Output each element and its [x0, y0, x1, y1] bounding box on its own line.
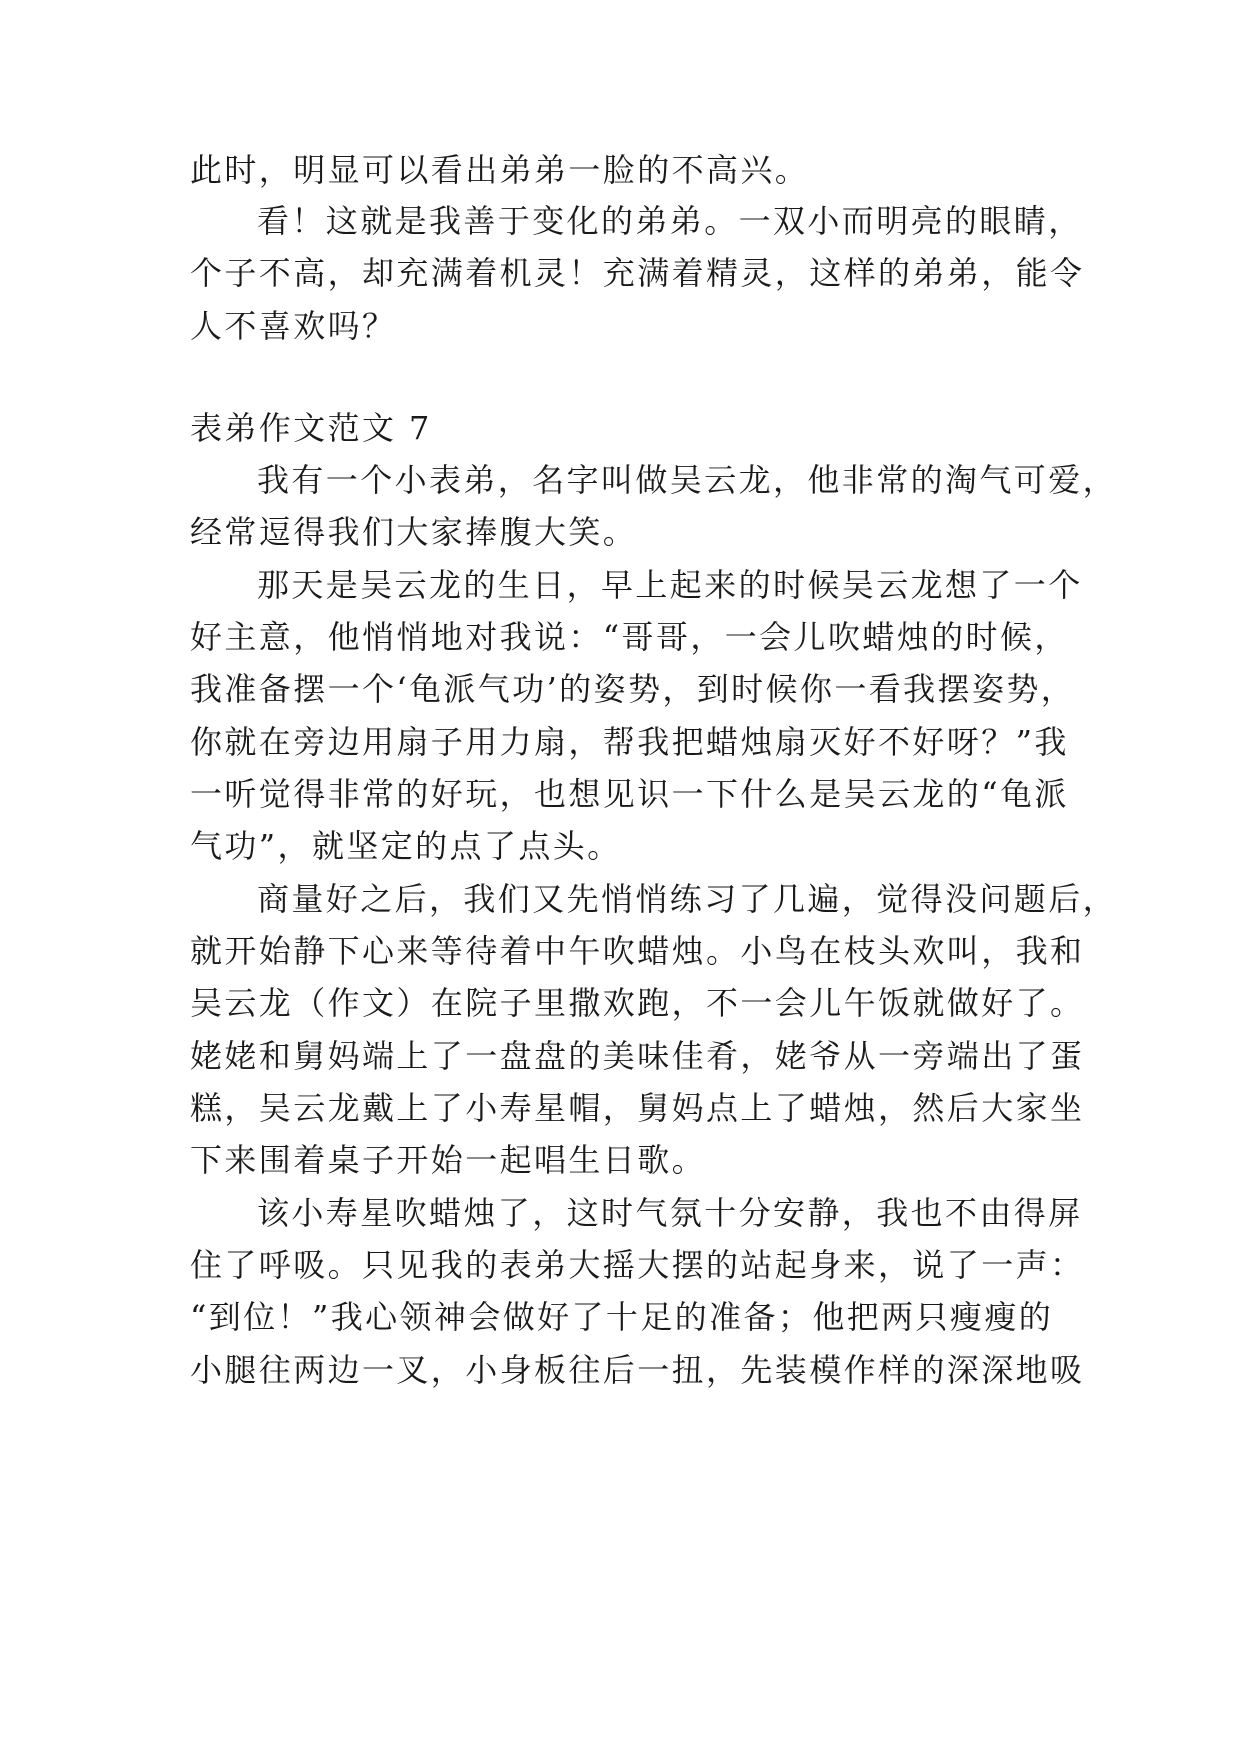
- paragraph-first-line: 我有一个小表弟，名字叫做吴云龙，他非常的淘气可爱，: [257, 461, 1118, 499]
- text-line: 经常逗得我们大家捧腹大笑。: [190, 513, 638, 551]
- text-line: 此时，明显可以看出弟弟一脸的不高兴。: [190, 151, 810, 189]
- text-line: 个子不高，却充满着机灵！充满着精灵，这样的弟弟，能令: [190, 254, 1085, 292]
- text-line: 糕，吴云龙戴上了小寿星帽，舅妈点上了蜡烛，然后大家坐: [190, 1089, 1085, 1127]
- paragraph-first-line: 看！这就是我善于变化的弟弟。一双小而明亮的眼睛，: [257, 202, 1083, 240]
- paragraph-first-line: 那天是吴云龙的生日，早上起来的时候吴云龙想了一个: [257, 566, 1083, 604]
- text-line: 我准备摆一个‘龟派气功’的姿势，到时候你一看我摆姿势，: [190, 670, 1076, 708]
- text-line: 小腿往两边一叉，小身板往后一扭，先装模作样的深深地吸: [190, 1351, 1085, 1389]
- text-line: 下来围着桌子开始一起唱生日歌。: [190, 1141, 707, 1179]
- text-line: “到位！”我心领神会做好了十足的准备；他把两只瘦瘦的: [190, 1298, 1054, 1336]
- text-line: 一听觉得非常的好玩，也想见识一下什么是吴云龙的“龟派: [190, 775, 1069, 813]
- text-line: 姥姥和舅妈端上了一盘盘的美味佳肴，姥爷从一旁端出了蛋: [190, 1037, 1085, 1075]
- text-line: 气功”，就坚定的点了点头。: [190, 827, 622, 865]
- text-line: 你就在旁边用扇子用力扇，帮我把蜡烛扇灭好不好呀？”我: [190, 723, 1069, 761]
- text-line: 吴云龙（作文）在院子里撒欢跑，不一会儿午饭就做好了。: [190, 984, 1085, 1022]
- paragraph-first-line: 该小寿星吹蜡烛了，这时气氛十分安静，我也不由得屏: [257, 1194, 1083, 1232]
- section-heading: 表弟作文范文 7: [190, 409, 432, 447]
- text-line: 人不喜欢吗？: [190, 307, 397, 345]
- paragraph-first-line: 商量好之后，我们又先悄悄练习了几遍，觉得没问题后，: [257, 880, 1118, 918]
- text-line: 住了呼吸。只见我的表弟大摇大摆的站起身来，说了一声：: [190, 1246, 1085, 1284]
- text-line: 好主意，他悄悄地对我说：“哥哥，一会儿吹蜡烛的时候，: [190, 618, 1069, 656]
- text-line: 就开始静下心来等待着中午吹蜡烛。小鸟在枝头欢叫，我和: [190, 932, 1085, 970]
